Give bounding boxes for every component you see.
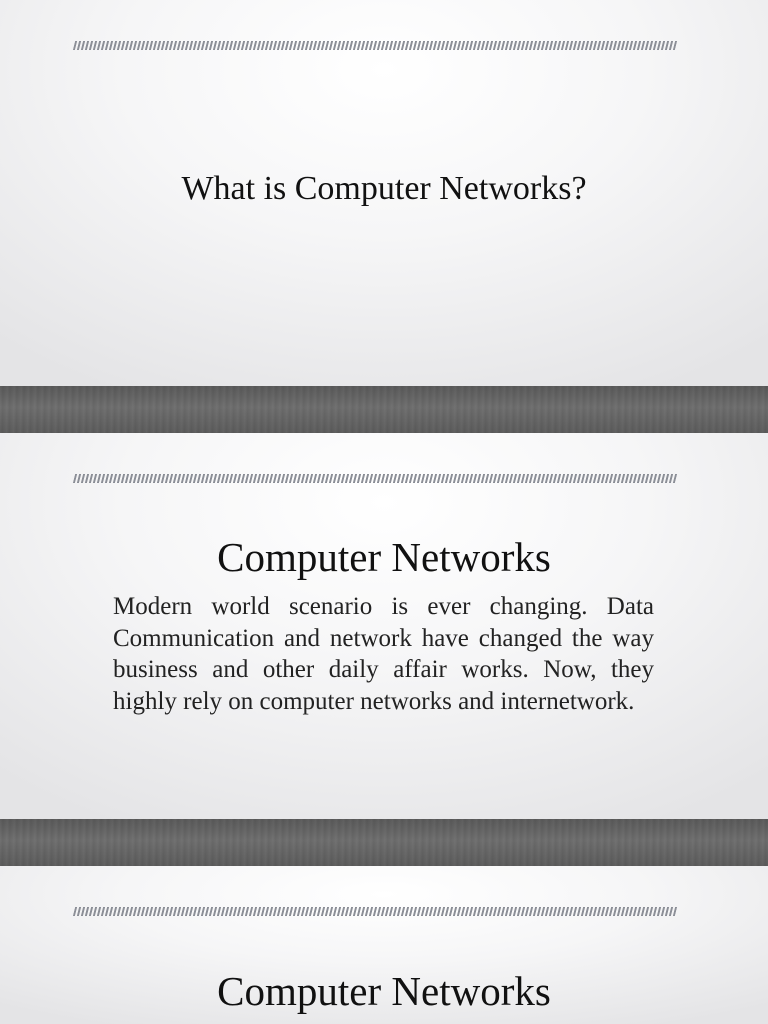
slide-separator [0, 819, 768, 866]
decorative-stripe-bar [73, 41, 677, 50]
slide-2 [0, 433, 768, 819]
slide-1 [0, 0, 768, 386]
decorative-stripe-bar [73, 474, 677, 483]
decorative-stripe-bar [73, 907, 677, 916]
slide-question: What is Computer Networks? [181, 170, 587, 207]
slide-3 [0, 866, 768, 1024]
slide-title: Computer Networks [217, 968, 551, 1014]
slide-title: Computer Networks [217, 534, 551, 580]
slide-separator [0, 386, 768, 433]
slide-body-text: Modern world scenario is ever changing. Data Communication and network have changed the way business and other daily affair works. Now, they highly rely on computer networks and internetwork. [113, 593, 654, 715]
